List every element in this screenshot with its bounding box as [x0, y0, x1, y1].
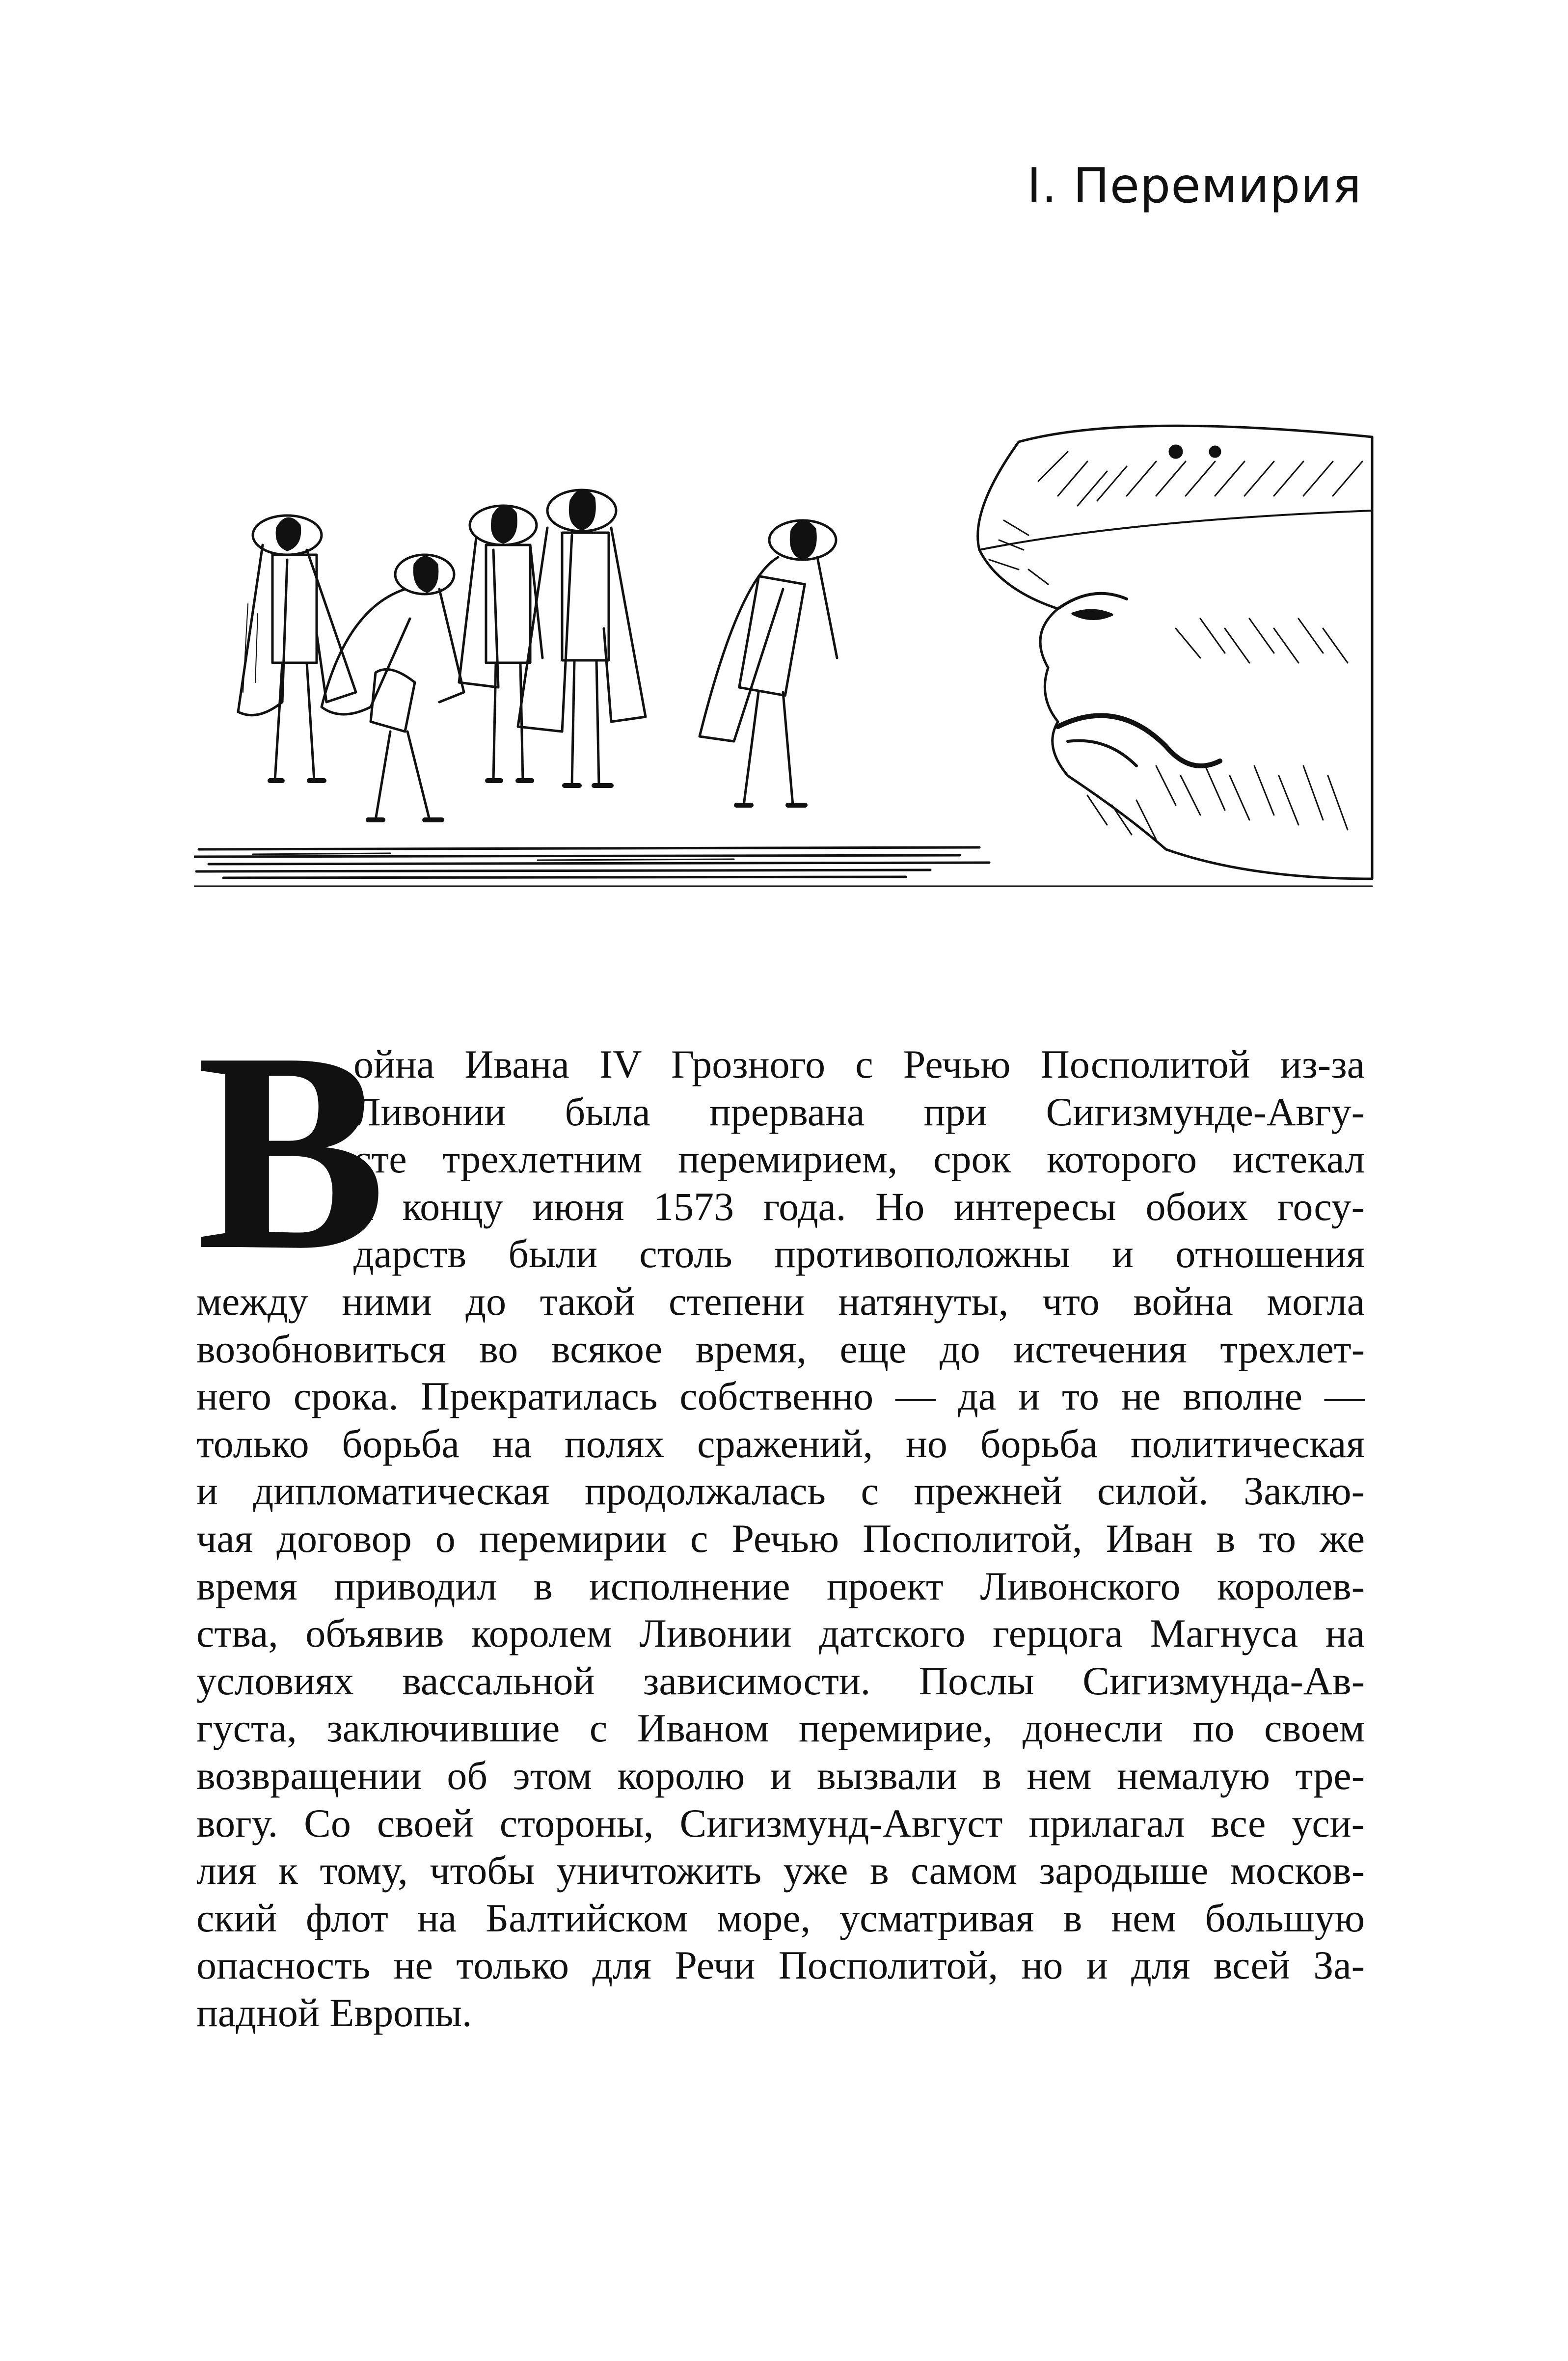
text-line: возобновиться во всякое время, еще до истечения трехлет- [196, 1326, 1365, 1371]
text-line: густа, заключившие с Иваном перемирие, донесли по своем [196, 1706, 1365, 1751]
figure-envoy-5 [700, 520, 837, 805]
text-line: условиях вассальной зависимости. Послы Сигизмунда-Ав- [196, 1658, 1365, 1703]
text-line: время приводил в исполнение проект Ливонского королев- [196, 1563, 1365, 1608]
text-line: Ливонии была прервана при Сигизмунде-Авгу- [353, 1089, 1365, 1134]
text-line: лия к тому, чтобы уничтожить уже в самом зародыше москов- [196, 1848, 1365, 1893]
text-line: сте трехлетним перемирием, срок которого истекал [353, 1137, 1365, 1182]
figure-envoy-1 [238, 516, 356, 781]
text-line: опасность не только для Речи Посполитой, но и для всей За- [196, 1943, 1365, 1988]
figure-envoy-4 [518, 490, 646, 786]
body-text [196, 1041, 1365, 2036]
text-line: между ними до такой степени натянуты, что война могла [196, 1278, 1365, 1324]
text-line: вогу. Со своей стороны, Сигизмунд-Август прилагал все уси- [196, 1800, 1365, 1845]
text-line: возвращении об этом королю и вызвали в нем немалую тре- [196, 1753, 1365, 1798]
chapter-title: I. Перемирия [1027, 158, 1362, 214]
tsar-face [978, 426, 1372, 879]
text-line: него срока. Прекратилась собственно — да и то не вполне — [196, 1374, 1365, 1419]
text-line: падной Европы. [196, 1990, 472, 2035]
figure-envoy-2 [322, 555, 464, 820]
drop-cap: В [196, 994, 386, 1309]
text-line: чая договор о перемирии с Речью Посполитой, Иван в то же [196, 1516, 1365, 1561]
chapter-illustration [194, 422, 1384, 913]
ground-lines [194, 847, 1372, 886]
text-line: ойна Ивана IV Грозного с Речью Посполитой из-за [353, 1042, 1365, 1086]
text-line: дарств были столь противоположны и отношения [353, 1231, 1365, 1276]
text-line: ский флот на Балтийском море, усматривая в нем большую [196, 1895, 1365, 1940]
text-line: к концу июня 1573 года. Но интересы обоих госу- [353, 1184, 1365, 1229]
text-line: и дипломатическая продолжалась с прежней силой. Заклю- [196, 1468, 1365, 1514]
text-line: только борьба на полях сражений, но борьба политическая [196, 1421, 1365, 1466]
text-line: ства, объявив королем Ливонии датского герцога Магнуса на [196, 1611, 1365, 1656]
